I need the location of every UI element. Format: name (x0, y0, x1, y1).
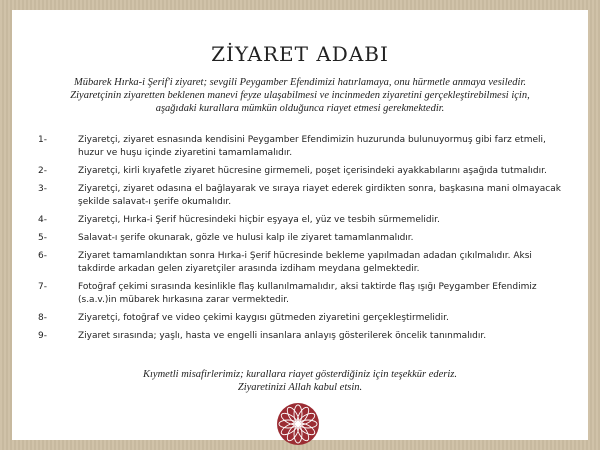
rule-number: 6- (38, 251, 47, 261)
rule-number: 2- (38, 166, 47, 176)
rule-item (38, 232, 564, 245)
rule-text: Ziyaretçi, fotoğraf ve video çekimi kaygısı gütmeden ziyaretini gerçekleştirmelidir. (78, 313, 449, 323)
rule-number: 8- (38, 313, 47, 323)
closing-note (42, 368, 558, 394)
rule-item (38, 312, 564, 325)
rule-number: 5- (38, 233, 47, 243)
rule-number: 9- (38, 331, 47, 341)
rule-number: 7- (38, 282, 47, 292)
rule-text: Ziyaretçi, ziyaret odasına el bağlayarak ve sıraya riayet ederek girdikten sonra, başkasına mani olmayacak şekilde salavat-ı şerife okumalıdır. (78, 184, 561, 207)
rule-text: Ziyaretçi, Hırka-i Şerif hücresindeki hiçbir eşyaya el, yüz ve tesbih sürmemelidir. (78, 215, 440, 225)
page-title: ZİYARET ADABI (211, 42, 389, 66)
rule-number: 4- (38, 215, 47, 225)
rule-item (38, 250, 564, 276)
rule-text: Ziyaretçi, ziyaret esnasında kendisini Peygamber Efendimizin huzurunda bulunuyormuş gibi farz etmeli, huzur ve huşu içinde ziyaretini tamamlamalıdır. (78, 135, 546, 158)
intro-line: aşağıdaki kurallara mümkün olduğunca riayet etmesi gerekmektedir. (155, 103, 445, 114)
rule-number: 3- (38, 184, 47, 194)
closing-line: Kıymetli misafirlerimiz; kurallara riayet gösterdiğiniz için teşekkür ederiz. (143, 369, 457, 380)
rule-number: 1- (38, 135, 47, 145)
rule-text: Salavat-ı şerife okunarak, gözle ve hulusi kalp ile ziyaret tamamlanmalıdır. (78, 233, 414, 243)
rosette-icon (276, 402, 320, 446)
intro-line: Mübarek Hırka-i Şerif'i ziyaret; sevgili Peygamber Efendimizi hatırlamaya, onu hürmetle anmaya vesiledir. (73, 77, 526, 88)
rule-text: Fotoğraf çekimi sırasında kesinlikle flaş kullanılmamalıdır, aksi taktirde flaş ışığı Peygamber Efendimiz (s.a.v.)in mübarek hırkasına zarar vermektedir. (78, 282, 537, 305)
rule-item (38, 134, 564, 160)
rules-list (38, 134, 564, 348)
closing-line: Ziyaretinizi Allah kabul etsin. (237, 382, 363, 393)
rule-item (38, 183, 564, 209)
rule-item (38, 214, 564, 227)
rule-item (38, 330, 564, 343)
intro-line: Ziyaretçinin ziyaretten beklenen manevi feyze ulaşabilmesi ve incinmeden ziyaretini gerçekleştirebilmesi için, (70, 90, 530, 101)
rule-item (38, 165, 564, 178)
rule-item (38, 281, 564, 307)
rule-text: Ziyaretçi, kirli kıyafetle ziyaret hücresine girmemeli, poşet içerisindeki ayakkabılarını aşağıda tutmalıdır. (78, 166, 547, 176)
rule-text: Ziyaret tamamlandıktan sonra Hırka-i Şerif hücresinde bekleme yapılmadan adadan çıkılmalıdır. Aksi takdirde arkadan gelen ziyaretçiler arasında izdiham meydana gelmektedir. (78, 251, 532, 274)
document-sheet (12, 10, 588, 440)
rule-text: Ziyaret sırasında; yaşlı, hasta ve engelli insanlara anlayış gösterilerek öncelik tanınmalıdır. (78, 331, 487, 341)
intro-paragraph (42, 76, 558, 115)
